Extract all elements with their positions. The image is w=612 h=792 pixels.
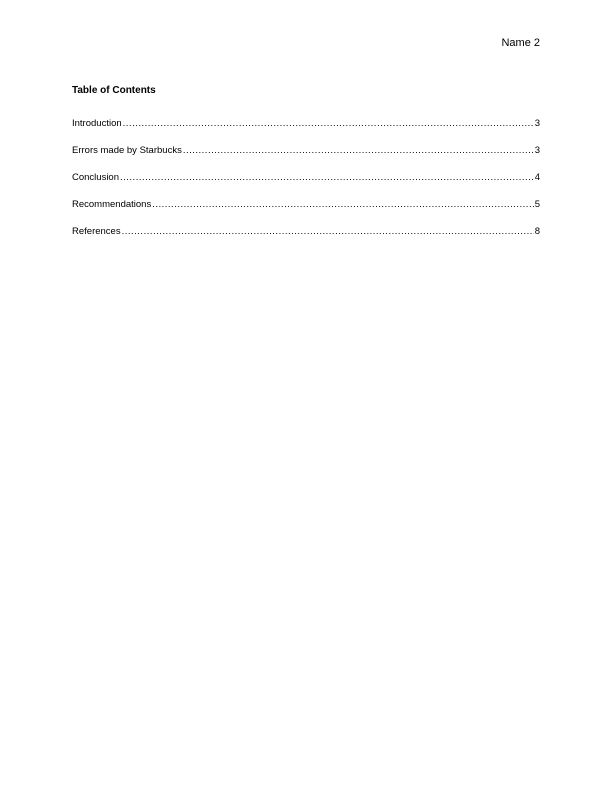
- toc-entry-references[interactable]: [72, 225, 540, 238]
- toc-entry-label: References: [72, 226, 121, 237]
- toc-entry-recommendations[interactable]: [72, 198, 540, 211]
- toc-entry-page: 3: [534, 145, 540, 156]
- toc-entry-introduction[interactable]: [72, 117, 540, 130]
- toc-entry-label: Errors made by Starbucks: [72, 145, 182, 156]
- toc-dot-leader: [152, 198, 533, 211]
- running-head: Name 2: [501, 37, 540, 49]
- toc-entry-page: 4: [534, 172, 540, 183]
- table-of-contents: [72, 84, 540, 252]
- toc-entry-page: 3: [534, 118, 540, 129]
- toc-title: Table of Contents: [72, 85, 156, 96]
- toc-entry-errors[interactable]: [72, 144, 540, 157]
- toc-dot-leader: [120, 171, 534, 184]
- toc-entry-label: Recommendations: [72, 199, 152, 210]
- toc-entry-page: 8: [534, 226, 540, 237]
- toc-entry-label: Conclusion: [72, 172, 119, 183]
- toc-dot-leader: [183, 144, 534, 157]
- toc-dot-leader: [123, 117, 534, 130]
- page-header: [501, 36, 540, 50]
- toc-list: [72, 117, 540, 238]
- toc-entry-page: 5: [534, 199, 540, 210]
- toc-entry-label: Introduction: [72, 118, 122, 129]
- toc-entry-conclusion[interactable]: [72, 171, 540, 184]
- toc-dot-leader: [122, 225, 534, 238]
